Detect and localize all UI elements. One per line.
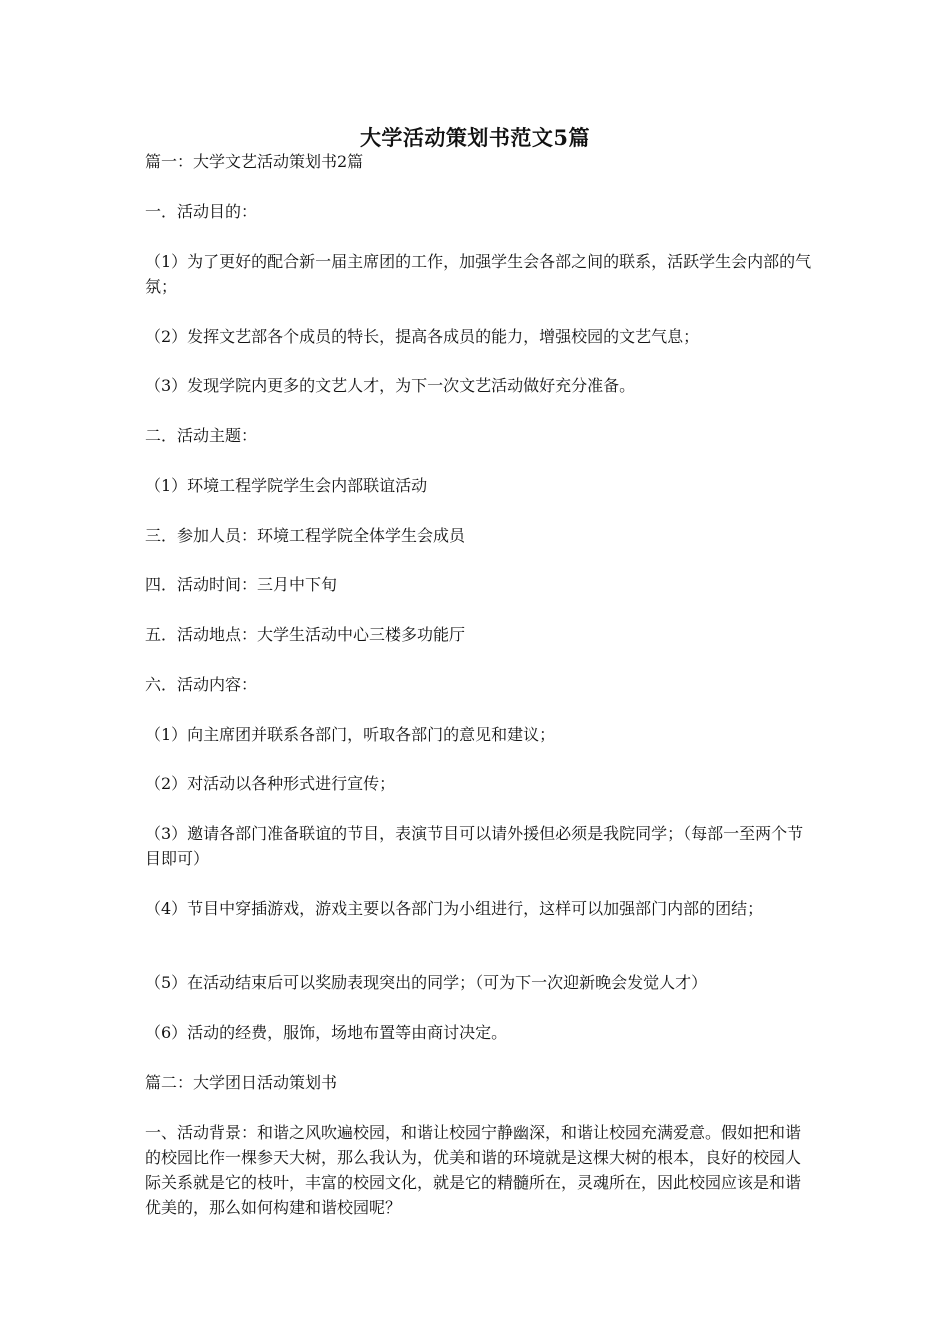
paragraph: （1）环境工程学院学生会内部联谊活动 (145, 476, 428, 495)
paragraph: （2）对活动以各种形式进行宣传； (145, 774, 396, 793)
paragraph: （4）节目中穿插游戏，游戏主要以各部门为小组进行，这样可以加强部门内部的团结； (145, 899, 764, 918)
paragraph: 一、活动背景：和谐之风吹遍校园，和谐让校园宁静幽深，和谐让校园充满爱意。假如把和谐的校园比作一棵参天大树，那么我认为，优美和谐的环境就是这棵大树的根本，良好的校园人际关系就是它的枝叶，丰富的校园文化，就是它的精髓所在，灵魂所在，因此校园应该是和谐优美的，那么如何构建和谐校园呢？ (145, 1123, 802, 1217)
paragraph: 六．活动内容： (145, 675, 258, 694)
document-title: 大学活动策划书范文5篇 (359, 125, 591, 150)
section-heading-2: 篇二：大学团日活动策划书 (145, 1073, 338, 1092)
paragraph: 四．活动时间：三月中下旬 (145, 575, 338, 594)
paragraph: （6）活动的经费，服饰，场地布置等由商讨决定。 (145, 1023, 508, 1042)
paragraph: （3）邀请各部门准备联谊的节目，表演节目可以请外援但必须是我院同学；（每部一至两个节目即可） (145, 824, 804, 868)
paragraph: 五．活动地点：大学生活动中心三楼多功能厅 (145, 625, 466, 644)
paragraph: （1）为了更好的配合新一届主席团的工作，加强学生会各部之间的联系，活跃学生会内部的气氛； (145, 252, 812, 296)
paragraph: 一．活动目的： (145, 202, 258, 221)
section-heading-1: 篇一：大学文艺活动策划书2篇 (145, 152, 364, 171)
paragraph: （2）发挥文艺部各个成员的特长，提高各成员的能力，增强校园的文艺气息； (145, 327, 700, 346)
paragraph: （3）发现学院内更多的文艺人才，为下一次文艺活动做好充分准备。 (145, 376, 636, 395)
paragraph: 二．活动主题： (145, 426, 258, 445)
paragraph: （5）在活动结束后可以奖励表现突出的同学；（可为下一次迎新晚会发觉人才） (145, 973, 708, 992)
paragraph: 三．参加人员：环境工程学院全体学生会成员 (145, 526, 466, 545)
paragraph: （1）向主席团并联系各部门，听取各部门的意见和建议； (145, 725, 556, 744)
